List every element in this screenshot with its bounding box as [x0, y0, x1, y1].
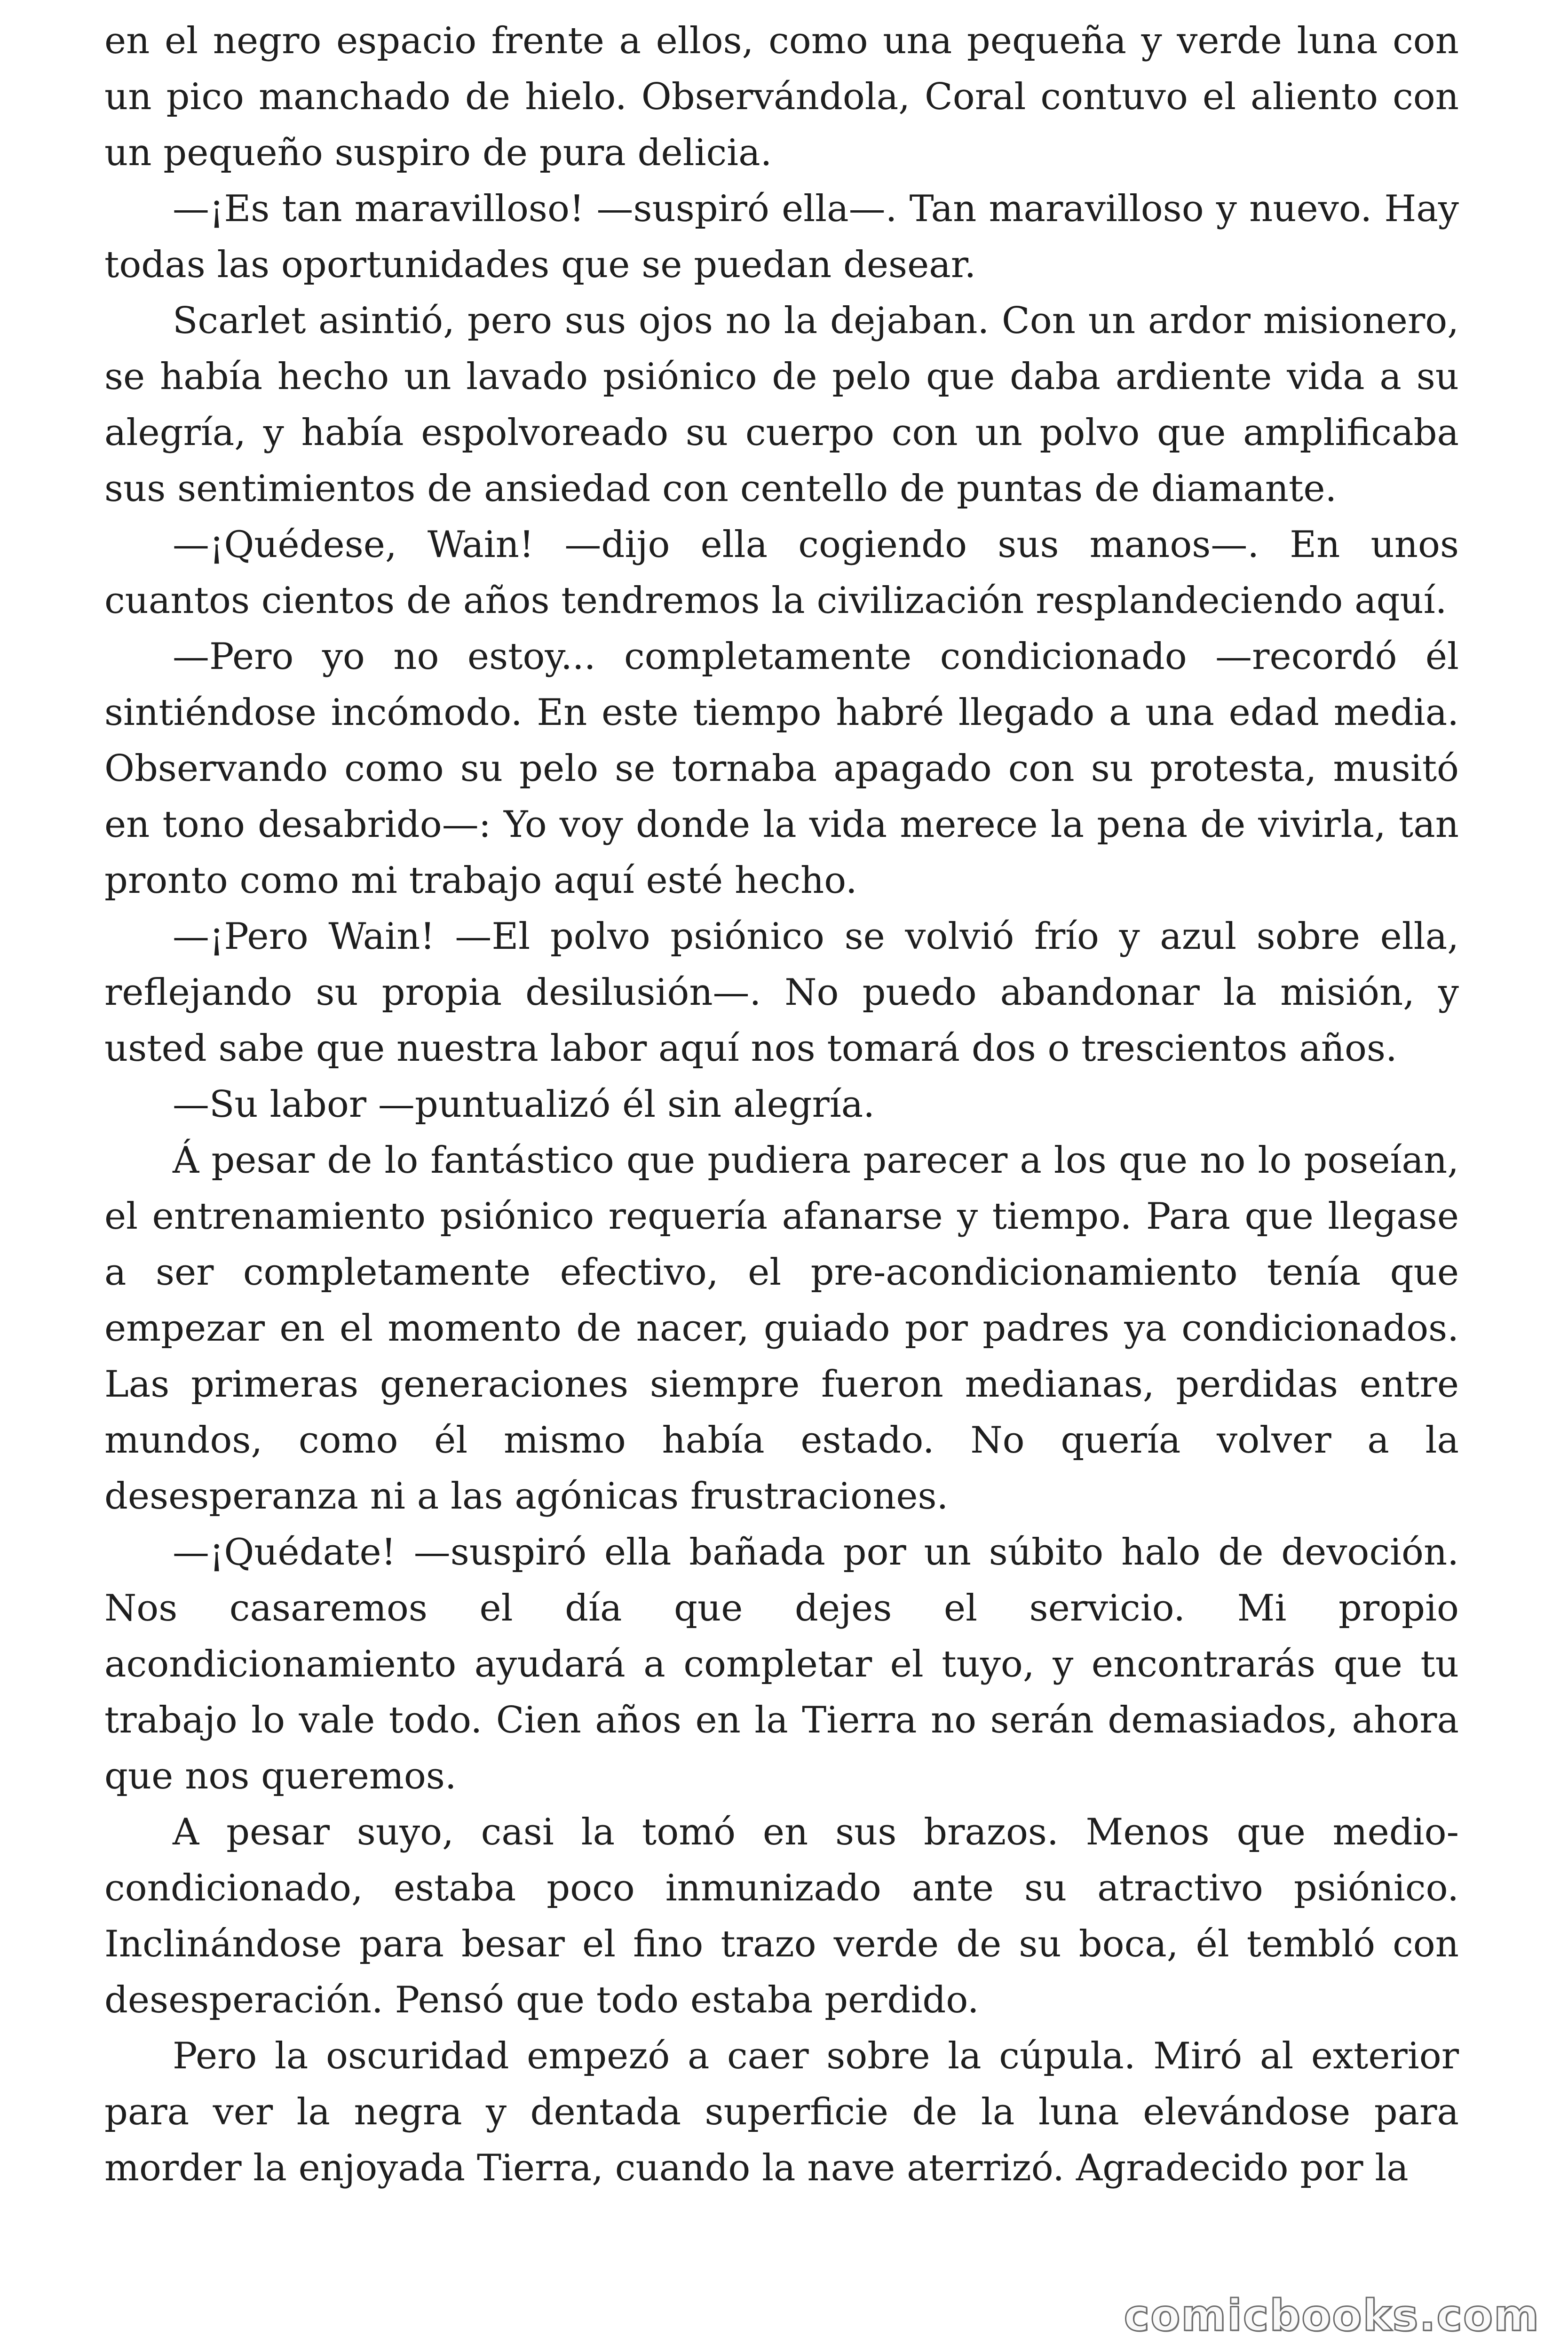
- paragraph: Pero la oscuridad empezó a caer sobre la cúpula. Miró al exterior para ver la negra y dentada superficie de la luna elevándose para morder la enjoyada Tierra, cuando la nave aterrizó. Agradecido por la: [104, 2035, 1459, 2189]
- paragraph-continuation: en el negro espacio frente a ellos, como una pequeña y verde luna con un pico manchado de hielo. Observándola, Coral contuvo el aliento con un pequeño suspiro de pura delicia.: [104, 20, 1459, 174]
- paragraph: Á pesar de lo fantástico que pudiera parecer a los que no lo poseían, el entrenamiento psiónico requería afanarse y tiempo. Para que llegase a ser completamente efectivo, el pre-acondicionamiento tenía que empezar en el momento de nacer, guiado por padres ya condicionados. Las primeras generaciones siempre fueron medianas, perdidas entre mundos, como él mismo había estado. No quería volver a la desesperanza ni a las agónicas frustraciones.: [104, 1139, 1459, 1518]
- paragraph-dialogue: —¡Quédese, Wain! —dijo ella cogiendo sus manos—. En unos cuantos cientos de años tendremos la civilización resplandeciendo aquí.: [104, 524, 1459, 622]
- paragraph: A pesar suyo, casi la tomó en sus brazos. Menos que medio-condicionado, estaba poco inmunizado ante su atractivo psiónico. Inclinándose para besar el fino trazo verde de su boca, él tembló con desesperación. Pensó que todo estaba perdido.: [104, 1811, 1459, 2021]
- paragraph-dialogue: —¡Pero Wain! —El polvo psiónico se volvió frío y azul sobre ella, reflejando su propia desilusión—. No puedo abandonar la misión, y usted sabe que nuestra labor aquí nos tomará dos o trescientos años.: [104, 915, 1459, 1070]
- paragraph-dialogue: —Pero yo no estoy... completamente condicionado —recordó él sintiéndose incómodo. En este tiempo habré llegado a una edad media. Observando como su pelo se tornaba apagado con su protesta, musitó en tono desabrido—: Yo voy donde la vida merece la pena de vivirla, tan pronto como mi trabajo aquí esté hecho.: [104, 636, 1459, 902]
- paragraph-dialogue: —Su labor —puntualizó él sin alegría.: [173, 1083, 875, 1126]
- paragraph: Scarlet asintió, pero sus ojos no la dejaban. Con un ardor misionero, se había hecho un lavado psiónico de pelo que daba ardiente vida a su alegría, y había espolvoreado su cuerpo con un polvo que amplificaba sus sentimientos de ansiedad con centello de puntas de diamante.: [104, 300, 1459, 510]
- paragraph-dialogue: —¡Quédate! —suspiró ella bañada por un súbito halo de devoción. Nos casaremos el día que dejes el servicio. Mi propio acondicionamiento ayudará a completar el tuyo, y encontrarás que tu trabajo lo vale todo. Cien años en la Tierra no serán demasiados, ahora que nos queremos.: [104, 1531, 1459, 1797]
- watermark: comicbooks.com: [1124, 2290, 1540, 2341]
- paragraph-dialogue: —¡Es tan maravilloso! —suspiró ella—. Tan maravilloso y nuevo. Hay todas las oportunidades que se puedan desear.: [104, 188, 1459, 286]
- body-text: [104, 13, 1459, 2196]
